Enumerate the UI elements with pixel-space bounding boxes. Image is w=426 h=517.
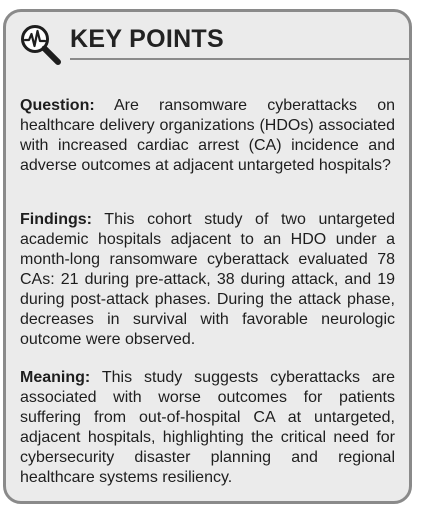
findings-label: Findings: <box>20 211 92 228</box>
findings-text: This cohort study of two untargeted academic hospitals adjacent to an HDO under a month-long ransomware cyberattack evaluated 78 CAs: 21 during pre-attack, 38 during attack, and 19 during post-attack phases. During the attack phase, decreases in survival with favorable neurologic outcome were observed. <box>20 211 395 348</box>
title-divider <box>70 58 412 60</box>
question-label: Question: <box>20 97 95 114</box>
findings-paragraph <box>20 210 395 350</box>
magnifier-pulse-icon <box>18 22 62 66</box>
meaning-paragraph <box>20 368 395 488</box>
question-paragraph <box>20 96 395 176</box>
meaning-text: This study suggests cyberattacks are associated with worse outcomes for patients suffering from out-of-hospital CA at untargeted, adjacent hospitals, highlighting the critical need for cybersecurity disaster planning and regional healthcare systems resiliency. <box>20 369 395 486</box>
key-points-header <box>18 22 388 66</box>
meaning-label: Meaning: <box>20 369 91 386</box>
question-text: Are ransomware cyberattacks on healthcare delivery organizations (HDOs) associated with increased cardiac arrest (CA) incidence and adverse outcomes at adjacent untargeted hospitals? <box>20 97 396 174</box>
page-title: KEY POINTS <box>70 25 224 53</box>
